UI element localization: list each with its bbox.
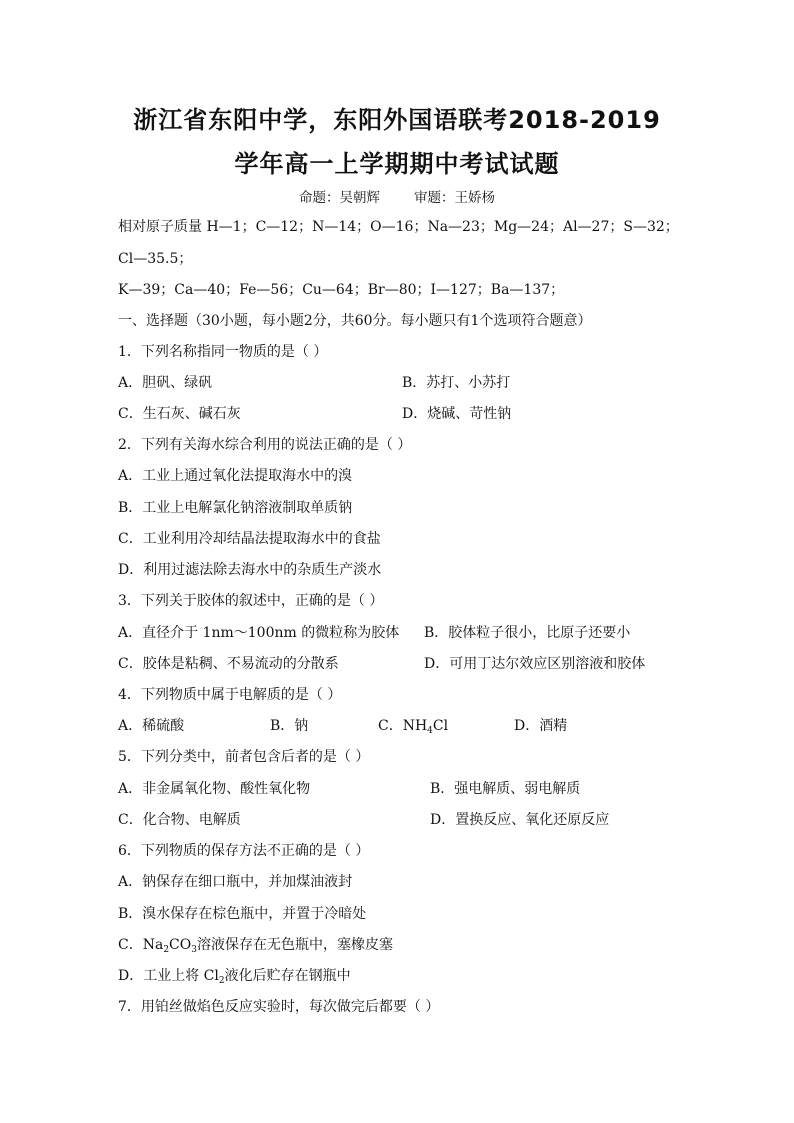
question-4-option-a: A．稀硫酸 <box>118 718 185 734</box>
question-6-option-c <box>118 936 393 954</box>
author-line <box>0 186 794 206</box>
question-1-option-a: A．胆矾、绿矾 <box>118 375 213 391</box>
q6-c-subscript-1: 2 <box>163 945 170 955</box>
q4-c-subscript: 4 <box>427 726 433 736</box>
q6-c-prefix: C．Na <box>118 937 164 953</box>
question-1-option-c: C．生石灰、碱石灰 <box>118 406 241 422</box>
atomic-mass-line-2: Cl—35.5； <box>118 251 193 267</box>
question-3-stem: 3．下列关于胶体的叙述中，正确的是（ ） <box>118 593 384 609</box>
question-6-option-b: B．溴水保存在棕色瓶中，并置于冷暗处 <box>118 906 367 922</box>
question-2-option-a: A．工业上通过氧化法提取海水中的溴 <box>118 468 353 484</box>
question-4-option-b: B．钠 <box>270 718 309 734</box>
author-label: 命题：吴朝辉 <box>299 190 380 206</box>
section-heading: 一、选择题（30小题，每小题2分，共60分。每小题只有1个选项符合题意） <box>118 313 592 329</box>
exam-title-line-1: 浙江省东阳中学，东阳外国语联考2018-2019 <box>133 106 661 134</box>
question-6-stem: 6．下列物质的保存方法不正确的是（ ） <box>118 843 370 859</box>
q6-c-subscript-2: 3 <box>191 945 197 955</box>
question-4-option-d: D．酒精 <box>514 718 568 734</box>
question-3-option-d: D．可用丁达尔效应区别溶液和胶体 <box>424 656 646 672</box>
exam-title-line-2: 学年高一上学期期中考试试题 <box>234 150 560 178</box>
question-5-option-a: A．非金属氧化物、酸性氧化物 <box>118 781 311 797</box>
question-2-option-d: D．利用过滤法除去海水中的杂质生产淡水 <box>118 562 382 578</box>
question-1-stem: 1．下列名称指同一物质的是（ ） <box>118 344 328 360</box>
q6-c-mid: CO <box>169 937 192 953</box>
question-3-option-c: C．胶体是粘稠、不易流动的分散系 <box>118 656 339 672</box>
q6-d-subscript: 2 <box>218 976 225 986</box>
q4-c-prefix: C．NH <box>378 718 428 734</box>
question-6-option-a: A．钠保存在细口瓶中，并加煤油液封 <box>118 874 353 890</box>
question-5-option-c: C．化合物、电解质 <box>118 812 241 828</box>
question-2-option-c: C．工业利用冷却结晶法提取海水中的食盐 <box>118 531 381 547</box>
question-5-stem: 5．下列分类中，前者包含后者的是（ ） <box>118 749 370 765</box>
question-1-option-b: B．苏打、小苏打 <box>402 375 511 391</box>
q6-c-suffix: 溶液保存在无色瓶中，塞橡皮塞 <box>196 937 393 953</box>
question-4-stem: 4．下列物质中属于电解质的是（ ） <box>118 687 342 703</box>
question-2-stem: 2．下列有关海水综合利用的说法正确的是（ ） <box>118 437 412 453</box>
question-5-option-b: B．强电解质、弱电解质 <box>430 781 581 797</box>
question-7-stem: 7．用铂丝做焰色反应实验时，每次做完后都要（ ） <box>118 999 440 1015</box>
atomic-mass-line-3: K—39；Ca—40；Fe—56；Cu—64；Br—80；I—127；Ba—137； <box>118 282 565 298</box>
atomic-mass-line-1: 相对原子质量 H—1；C—12；N—14；O—16；Na—23；Mg—24；Al—27；S—32； <box>118 219 679 235</box>
q4-c-suffix: Cl <box>432 718 449 734</box>
question-6-option-d <box>118 967 351 985</box>
question-3-option-b: B．胶体粒子很小，比原子还要小 <box>424 625 631 641</box>
q6-d-suffix: 液化后贮存在钢瓶中 <box>224 968 351 984</box>
question-2-option-b: B．工业上电解氯化钠溶液制取单质钠 <box>118 500 353 516</box>
reviewer-label: 审题：王娇杨 <box>414 190 495 206</box>
q6-d-prefix: D．工业上将 Cl <box>118 968 219 984</box>
question-5-option-d: D．置换反应、氧化还原反应 <box>430 812 610 828</box>
question-3-option-a: A．直径介于 1nm～100nm 的微粒称为胶体 <box>118 625 400 641</box>
question-1-option-d: D．烧碱、苛性钠 <box>402 406 512 422</box>
question-4-option-c <box>378 717 448 735</box>
